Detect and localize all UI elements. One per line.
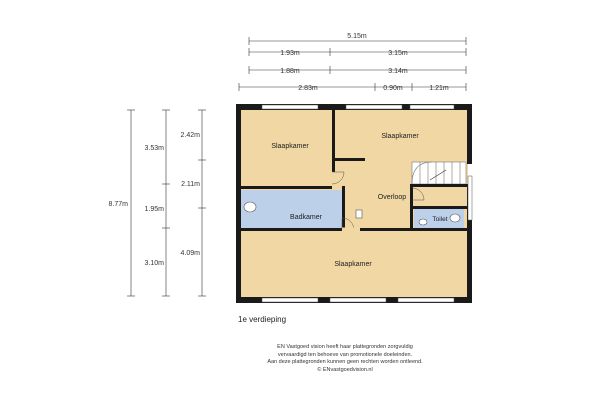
dim-top-315: 3.15m	[388, 50, 408, 57]
dim-top-188: 1.88m	[280, 68, 300, 75]
dim-left-total: 8.77m	[108, 201, 128, 208]
room-overloop: Overloop	[377, 194, 407, 201]
top-dimensions	[239, 37, 466, 91]
room-slaapkamer-bottom: Slaapkamer	[334, 261, 372, 268]
disclaimer-line: © ENvastgoedvision.nl	[317, 366, 373, 373]
dim-top-total: 5.15m	[347, 33, 367, 40]
dim-left-242: 2.42m	[180, 132, 200, 139]
dim-left-310: 3.10m	[144, 260, 164, 267]
disclaimer-line: vervaardigd ten behoeve van promotionele doeleinden.	[277, 351, 413, 358]
hand-basin-icon	[419, 219, 427, 225]
dim-left-211: 2.11m	[181, 181, 200, 188]
dim-left-195: 1.95m	[144, 206, 164, 213]
room-slaapkamer-right: Slaapkamer	[381, 133, 419, 140]
room-toilet: Toilet	[432, 216, 448, 223]
toilet-bowl-icon	[450, 214, 460, 222]
dim-left-409: 4.09m	[180, 250, 200, 257]
bath-tap-icon	[356, 210, 362, 218]
room-fills	[240, 109, 468, 298]
staircase	[412, 162, 466, 184]
floor-label: 1e verdieping	[238, 315, 287, 324]
disclaimer-line: EN Vastgoed vision heeft haar plattegronden zorgvuldig	[277, 344, 413, 350]
dim-top-121: 1.21m	[429, 85, 449, 92]
dim-top-283: 2.83m	[298, 85, 318, 92]
dim-left-353: 3.53m	[144, 145, 164, 152]
dim-top-193: 1.93m	[280, 50, 300, 57]
dim-top-314: 3.14m	[388, 68, 408, 75]
room-slaapkamer-left: Slaapkamer	[271, 143, 309, 150]
disclaimer-line: Aan deze plattegronden kunnen geen rechten worden ontleend.	[267, 359, 423, 366]
dim-top-090: 0.90m	[383, 85, 403, 92]
disclaimer	[230, 344, 460, 374]
room-badkamer: Badkamer	[290, 214, 322, 221]
washbasin-icon	[244, 202, 256, 212]
